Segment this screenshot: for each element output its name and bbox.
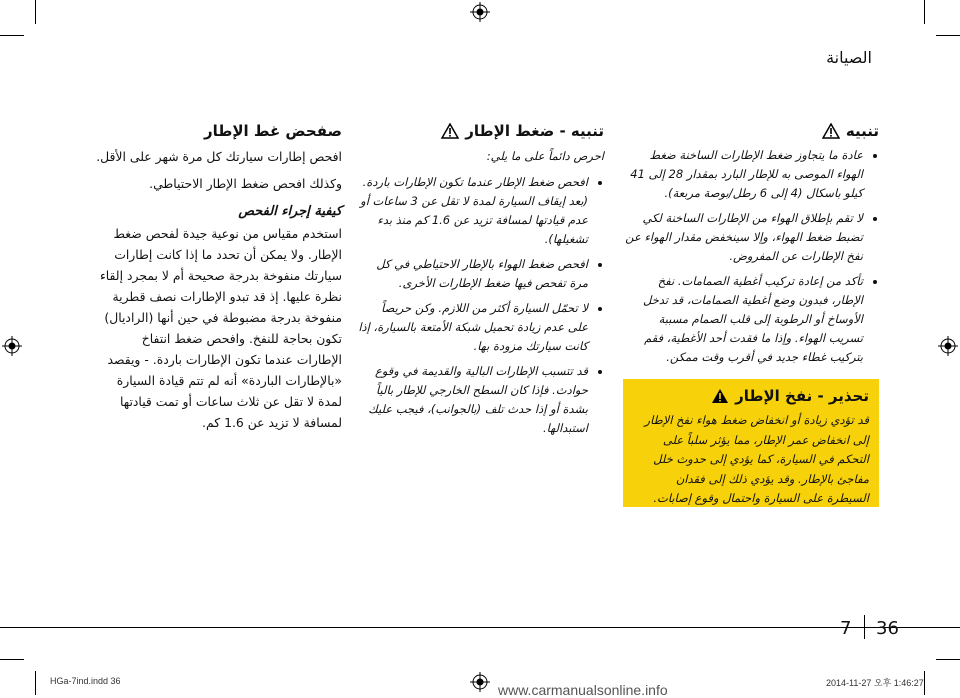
- list-item: • تأكد من إعادة تركيب أغطية الصمامات. نفخ الإطار، فبدون وضع أغطية الصمامات، قد تدخل الأوساخ أو الرطوبة إلى قلب الصمام مسببة تسريب الهواء. وإذا ما فقدت أحد الأغطية، فقم بتركيب غطاء جديد في أقرب وقت ممكن.: [623, 272, 863, 367]
- list-item: • لا تحمّل السيارة أكثر من اللازم. وكن حريصاً على عدم زيادة تحميل شبكة الأمتعة بالسيارة، إذا كانت سيارتك مزودة بها.: [358, 299, 588, 356]
- list-item: • عادة ما يتجاوز ضغط الإطارات الساخنة ضغط الهواء الموصى به للإطار البارد بمقدار 28 إلى 41 كيلو باسكال (4 إلى 6 رطل/بوصة مربعة).: [623, 146, 863, 203]
- paragraph: استخدم مقياس من نوعية جيدة لفحص ضغط الإطار. ولا يمكن أن تحدد ما إذا كانت إطارات سيارتك منفوخة بدرجة صحيحة أم لا بمجرد إلقاء نظرة عليها. إذ قد تبدو الإطارات نصف قطرية منفوخة بدرجة مضبوطة في حين أنها (الراديال) تكون بحاجة للنفخ. وافحص ضغط انتفاخ الإطارات عندما تكون الإطارات باردة. - ويقصد «بالإطارات الباردة» أنه لم تتم قيادة السيارة لمدة لا تقل عن ثلاث ساعات أو تمت قيادتها لمسافة لا تزيد عن 1.6 كم.: [99, 226, 342, 430]
- right-column: [96, 122, 342, 439]
- chapter-number: 7: [840, 618, 852, 639]
- middle-column-heading: [358, 122, 604, 140]
- warning-heading-label: تحذير - نفخ الإطار: [735, 387, 869, 405]
- crop-mark: [35, 671, 36, 695]
- footer-rule: [0, 627, 960, 628]
- warning-triangle-icon: [711, 388, 729, 404]
- list-item: • لا تقم بإطلاق الهواء من الإطارات الساخنة لكي تضبط ضغط الهواء، وإلا سينخفض مقدار الهواء عن نفخ الإطارات عن المفروض.: [623, 209, 863, 266]
- crop-mark: [35, 0, 36, 24]
- middle-column: [358, 122, 604, 444]
- right-column-subheading: كيفية إجراء الفحص: [238, 204, 342, 219]
- registration-mark-icon: [938, 336, 958, 356]
- crop-mark: [924, 671, 925, 695]
- right-column-heading: صفحض غط الإطار: [203, 122, 342, 140]
- page-number: 36: [876, 618, 899, 639]
- paragraph: وكذلك افحص ضغط الإطار الاحتياطي.: [149, 176, 342, 191]
- crop-mark: [924, 0, 925, 24]
- left-column-heading: [623, 122, 879, 140]
- watermark: www.carmanualsonline.info: [498, 682, 668, 698]
- paragraph: احرص دائماً على ما يلي:: [486, 149, 604, 163]
- caution-triangle-icon: [441, 123, 459, 139]
- left-column: [623, 122, 879, 373]
- list-item: • افحص ضغط الهواء بالإطار الاحتياطي في كل مرة تفحص فيها ضغط الإطارات الأخرى.: [358, 255, 588, 293]
- section-title: الصيانة: [826, 48, 872, 67]
- page-number-divider: [864, 615, 865, 639]
- caution-triangle-icon: [822, 123, 840, 139]
- warning-body: قد تؤدي زيادة أو انخفاض ضغط هواء نفخ الإطار إلى انخفاض عمر الإطار، مما يؤثر سلباً على التحكم في السيارة، كما يؤدي إلى حدوث خلل مفاجئ بالإطار. وقد يؤدي ذلك إلى فقدان السيطرة على السيارة واحتمال وقوع إصابات.: [644, 413, 869, 505]
- crop-mark: [936, 659, 960, 660]
- bullet-list: [358, 173, 604, 438]
- warning-heading: [633, 387, 869, 405]
- paragraph: افحص إطارات سيارتك كل مرة شهر على الأقل.: [96, 149, 342, 164]
- registration-mark-icon: [470, 672, 490, 692]
- crop-mark: [0, 35, 24, 36]
- registration-mark-icon: [470, 2, 490, 22]
- registration-mark-icon: [2, 336, 22, 356]
- print-date: 2014-11-27 오후 1:46:27: [826, 678, 924, 688]
- bullet-list: [623, 146, 879, 367]
- warning-box: [623, 379, 879, 507]
- crop-mark: [936, 35, 960, 36]
- file-slug: HGa-7ind.indd 36: [50, 676, 121, 686]
- crop-mark: [0, 659, 24, 660]
- list-item: • قد تتسبب الإطارات البالية والقديمة في وقوع حوادث. فإذا كان السطح الخارجي للإطار بالياً بشدة أو إذا حدث تلف (بالجوانب)، فيجب عليك استبدالها.: [358, 362, 588, 438]
- list-item: • افحص ضغط الإطار عندما تكون الإطارات باردة. (بعد إيقاف السيارة لمدة لا تقل عن 3 ساعات أو عدم قيادتها لمسافة تزيد عن 1.6 كم منذ بدء تشغيلها).: [358, 173, 588, 249]
- middle-heading-label: تنبيه - ضغط الإطار: [465, 122, 604, 140]
- left-heading-label: تنبيه: [845, 122, 879, 140]
